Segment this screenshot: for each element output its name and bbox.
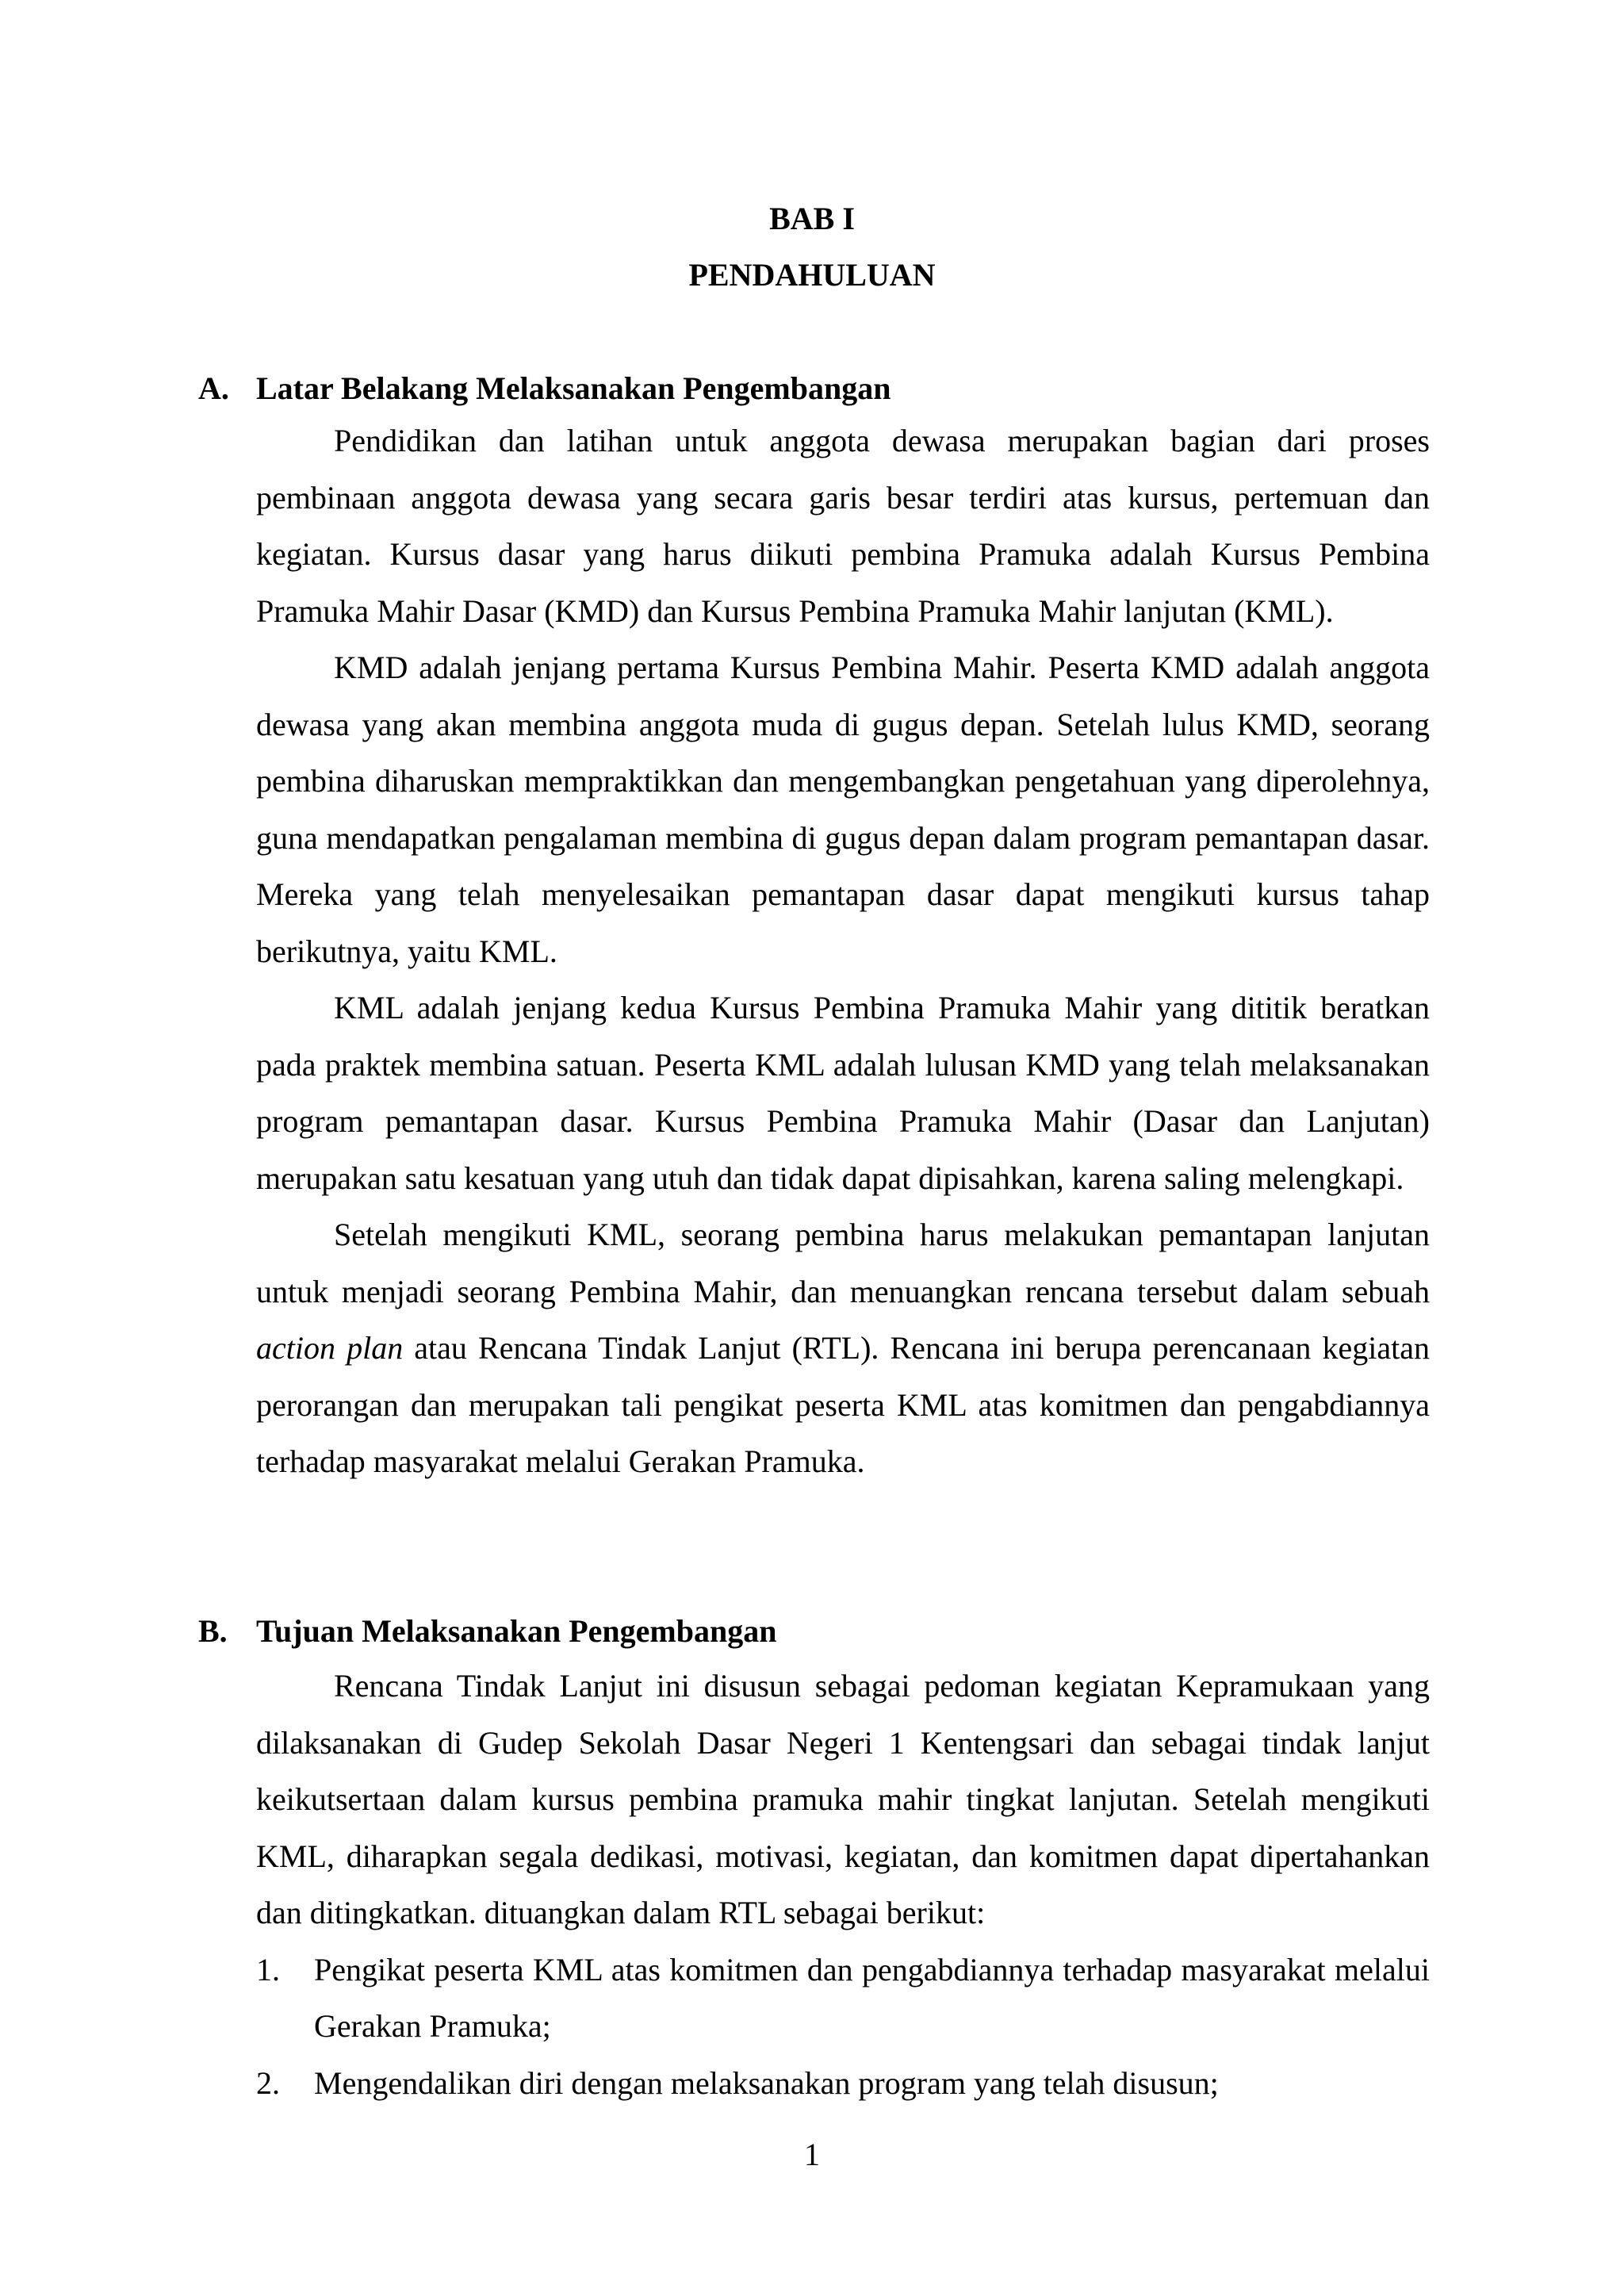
paragraph: KMD adalah jenjang pertama Kursus Pembina Mahir. Peserta KMD adalah anggota dewasa yang akan membina anggota muda di gugus depan. Setelah lulus KMD, seorang pembina diharuskan mempraktikkan dan mengembangkan pengetahuan yang diperolehnya, guna mendapatkan pengalaman membina di gugus depan dalam program pemantapan dasar. Mereka yang telah menyelesaikan pemantapan dasar dapat mengikuti kursus tahap berikutnya, yaitu KML. [256,650,1430,969]
list-text: Mengendalikan diri dengan melaksanakan program yang telah disusun; [314,2064,1219,2101]
list-text: Pengikat peserta KML atas komitmen dan pengabdiannya terhadap masyarakat melalui Gerakan Pramuka; [314,1951,1430,2044]
section-a-letter: A. [198,370,229,406]
section-b-heading [198,1612,776,1650]
paragraph [256,1206,1430,1490]
section-b-title: Tujuan Melaksanakan Pengembangan [256,1613,777,1649]
paragraph: Pendidikan dan latihan untuk anggota dewasa merupakan bagian dari proses pembinaan anggota dewasa yang secara garis besar terdiri atas kursus, pertemuan dan kegiatan. Kursus dasar yang harus diikuti pembina Pramuka adalah Kursus Pembina Pramuka Mahir Dasar (KMD) dan Kursus Pembina Pramuka Mahir lanjutan (KML). [256,423,1430,629]
paragraph-text: atau Rencana Tindak Lanjut (RTL). Rencana ini berupa perencanaan kegiatan perorangan dan merupakan tali pengikat peserta KML atas komitmen dan pengabdiannya terhadap masyarakat melalui Gerakan Pramuka. [256,1330,1430,1479]
section-b-letter: B. [198,1613,228,1649]
list-number: 1. [256,1951,280,1987]
chapter-label: BAB I [769,201,855,236]
section-a-body [256,412,1430,1490]
chapter-title: PENDAHULUAN [688,257,936,293]
section-a-title: Latar Belakang Melaksanakan Pengembangan [256,370,891,406]
goal-list [256,1941,1430,2112]
list-item [256,2055,1430,2112]
italic-term: action plan [256,1330,404,1366]
section-b-body [256,1658,1430,2111]
section-a-heading [198,370,891,408]
list-number: 2. [256,2064,280,2101]
page-number: 1 [804,2137,820,2172]
list-item [256,1941,1430,2055]
paragraph-text: Setelah mengikuti KML, seorang pembina harus melakukan pemantapan lanjutan untuk menjadi seorang Pembina Mahir, dan menuangkan rencana tersebut dalam sebuah [256,1217,1430,1309]
paragraph: KML adalah jenjang kedua Kursus Pembina Pramuka Mahir yang dititik beratkan pada praktek membina satuan. Peserta KML adalah lulusan KMD yang telah melaksanakan program pemantapan dasar. Kursus Pembina Pramuka Mahir (Dasar dan Lanjutan) merupakan satu kesatuan yang utuh dan tidak dapat dipisahkan, karena saling melengkapi. [256,990,1430,1196]
paragraph: Rencana Tindak Lanjut ini disusun sebagai pedoman kegiatan Kepramukaan yang dilaksanakan di Gudep Sekolah Dasar Negeri 1 Kentengsari dan sebagai tindak lanjut keikutsertaan dalam kursus pembina pramuka mahir tingkat lanjutan. Setelah mengikuti KML, diharapkan segala dedikasi, motivasi, kegiatan, dan komitmen dapat dipertahankan dan ditingkatkan. dituangkan dalam RTL sebagai berikut: [256,1668,1430,1930]
